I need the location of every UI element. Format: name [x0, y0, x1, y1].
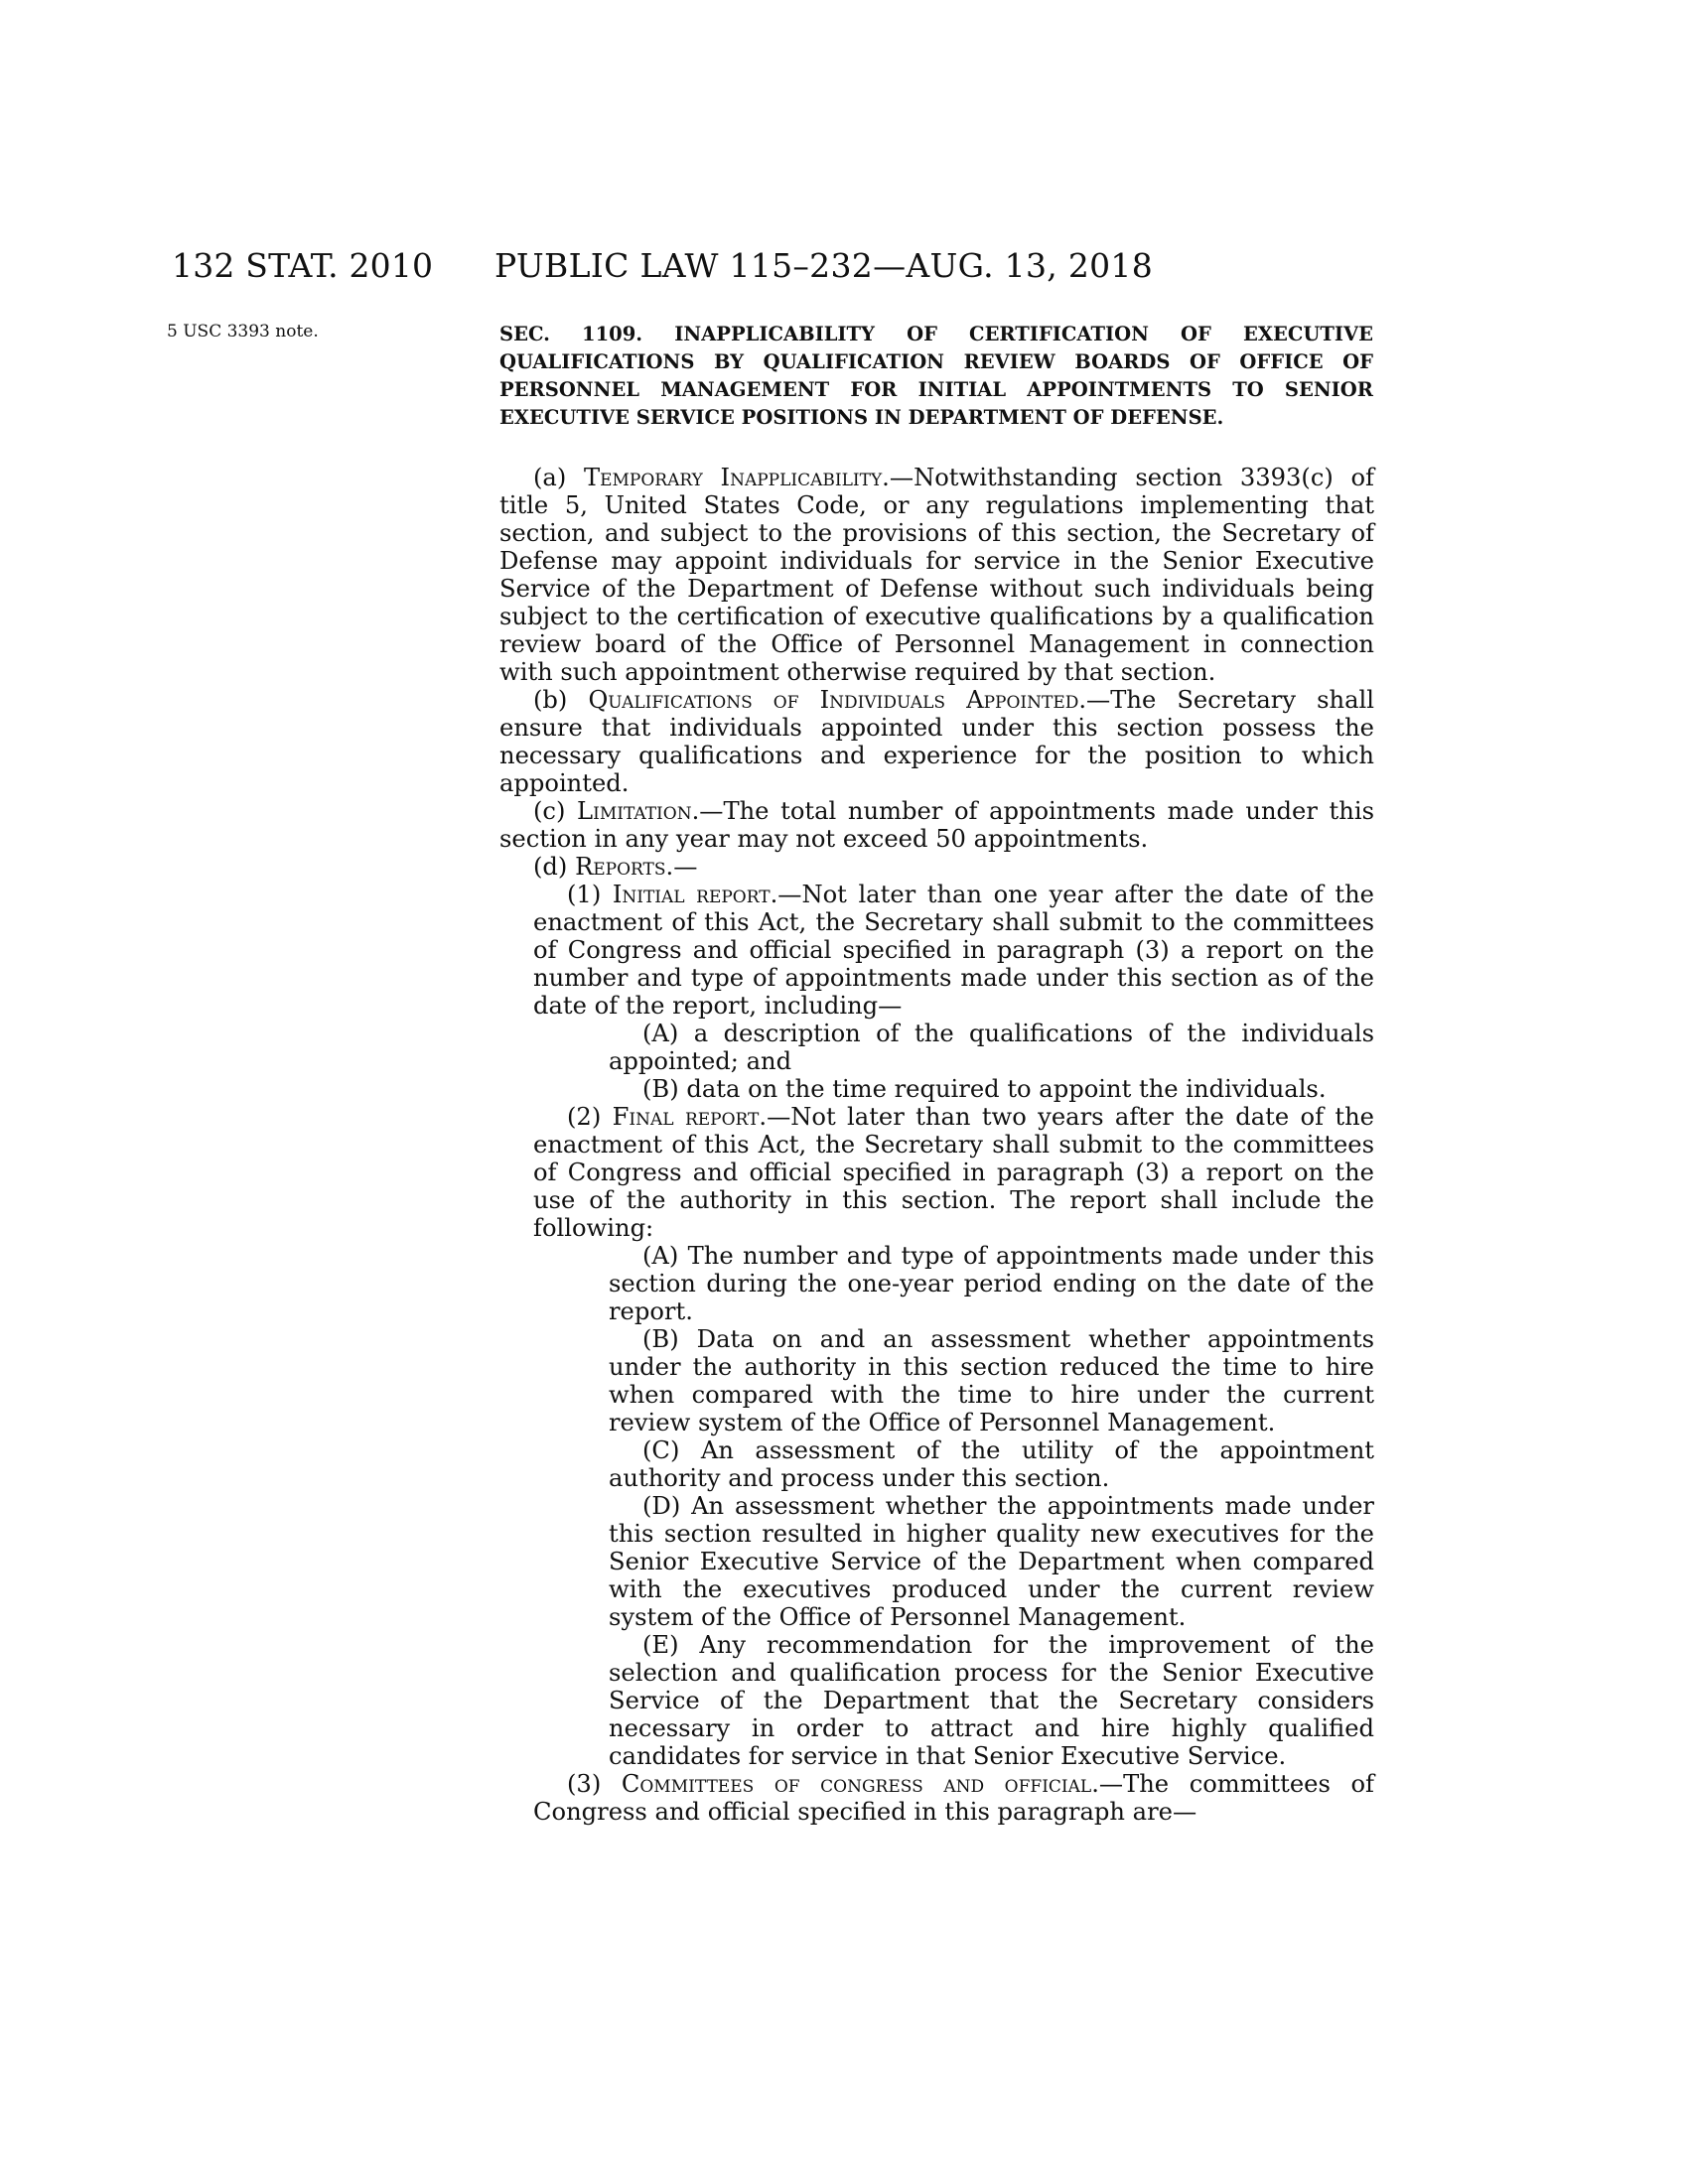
- paragraph-d: [499, 853, 1374, 881]
- paragraph-d1-heading: Initial report.: [612, 881, 778, 908]
- section-body: [499, 464, 1374, 1826]
- paragraph-a-heading: Temporary Inapplicability.: [583, 464, 890, 491]
- paragraph-d2E-text: Any recommendation for the improvement of the selection and qualification process for the Senior Executive Service of the Department that the Secretary considers necessary in order to attract and hire highly qualified candidates for service in that Senior Executive Service.: [609, 1631, 1374, 1770]
- paragraph-d2B-label: (B): [642, 1325, 679, 1353]
- paragraph-d1A-text: a description of the qualifications of the individuals appointed; and: [609, 1020, 1374, 1075]
- paragraph-d-label: (d): [533, 853, 568, 881]
- paragraph-b: [499, 686, 1374, 797]
- paragraph-c: [499, 797, 1374, 853]
- paragraph-c-label: (c): [533, 797, 566, 825]
- paragraph-d1B-label: (B): [642, 1075, 679, 1103]
- paragraph-d2B-text: Data on and an assessment whether appointments under the authority in this section reduced the time to hire when compared with the time to hire under the current review system of the Office of Personnel Management.: [609, 1325, 1374, 1436]
- paragraph-d2E-label: (E): [642, 1631, 679, 1659]
- page-reference: 132 STAT. 2010: [172, 246, 434, 285]
- paragraph-d1-text: —Not later than one year after the date of the enactment of this Act, the Secretary shall submit to the committees of Congress and official specified in paragraph (3) a report on the number and type of appointments made under this section as of the date of the report, including—: [533, 881, 1374, 1020]
- paragraph-d1-label: (1): [567, 881, 602, 908]
- paragraph-d1B-text: data on the time required to appoint the individuals.: [686, 1075, 1327, 1103]
- section-heading: SEC. 1109. INAPPLICABILITY OF CERTIFICATION OF EXECUTIVE QUALIFICATIONS BY QUALIFICATION REVIEW BOARDS OF OFFICE OF PERSONNEL MANAGEMENT FOR INITIAL APPOINTMENTS TO SENIOR EXECUTIVE SERVICE POSITIONS IN DEPARTMENT OF DEFENSE.: [499, 323, 1373, 429]
- paragraph-a-label: (a): [533, 464, 567, 491]
- paragraph-a: [499, 464, 1374, 686]
- paragraph-d2A-label: (A): [642, 1242, 679, 1270]
- paragraph-d2-label: (2): [567, 1103, 602, 1131]
- paragraph-d2D-label: (D): [642, 1492, 681, 1520]
- paragraph-d2C-text: An assessment of the utility of the appointment authority and process under this section.: [609, 1436, 1374, 1492]
- paragraph-d2D-text: An assessment whether the appointments made under this section resulted in higher quality new executives for the Senior Executive Service of the Department when compared with the executives produced under the current review system of the Office of Personnel Management.: [609, 1492, 1374, 1631]
- paragraph-d2B: [499, 1325, 1374, 1436]
- paragraph-d-text: —: [673, 853, 698, 881]
- paragraph-d2A: [499, 1242, 1374, 1325]
- paragraph-a-text: —Notwithstanding section 3393(c) of title 5, United States Code, or any regulations implementing that section, and subject to the provisions of this section, the Secretary of Defense may appoint individuals for service in the Senior Executive Service of the Department of Defense without such individuals being subject to the certification of executive qualifications by a qualification review board of the Office of Personnel Management in connection with such appointment otherwise required by that section.: [499, 464, 1374, 686]
- paragraph-d3-label: (3): [567, 1770, 602, 1798]
- paragraph-b-text: —The Secretary shall ensure that individuals appointed under this section possess the necessary qualifications and experience for the position to which appointed.: [499, 686, 1374, 797]
- paragraph-d1A: [499, 1020, 1374, 1075]
- paragraph-d2E: [499, 1631, 1374, 1770]
- paragraph-d3: [499, 1770, 1374, 1826]
- paragraph-d1B: [499, 1075, 1374, 1103]
- paragraph-d1: [499, 881, 1374, 1020]
- paragraph-b-label: (b): [533, 686, 568, 714]
- paragraph-d2D: [499, 1492, 1374, 1631]
- paragraph-d3-heading: Committees of congress and official.: [621, 1770, 1099, 1798]
- paragraph-d-heading: Reports.: [575, 853, 674, 881]
- paragraph-d2-heading: Final report.: [612, 1103, 768, 1131]
- running-header: PUBLIC LAW 115–232—AUG. 13, 2018: [494, 246, 1154, 285]
- paragraph-c-text: —The total number of appointments made under this section in any year may not exceed 50 appointments.: [499, 797, 1374, 853]
- paragraph-b-heading: Qualifications of Individuals Appointed.: [588, 686, 1087, 714]
- margin-citation: 5 USC 3393 note.: [167, 322, 319, 341]
- paragraph-d2A-text: The number and type of appointments made under this section during the one-year period ending on the date of the report.: [609, 1242, 1374, 1325]
- paragraph-d2: [499, 1103, 1374, 1242]
- paragraph-d2C: [499, 1436, 1374, 1492]
- paragraph-c-heading: Limitation.: [577, 797, 700, 825]
- paragraph-d1A-label: (A): [642, 1020, 679, 1047]
- paragraph-d3-text: —The committees of Congress and official specified in this paragraph are—: [533, 1770, 1374, 1826]
- paragraph-d2C-label: (C): [642, 1436, 680, 1464]
- paragraph-d2-text: —Not later than two years after the date of the enactment of this Act, the Secretary shall submit to the committees of Congress and official specified in paragraph (3) a report on the use of the authority in this section. The report shall include the following:: [533, 1103, 1374, 1242]
